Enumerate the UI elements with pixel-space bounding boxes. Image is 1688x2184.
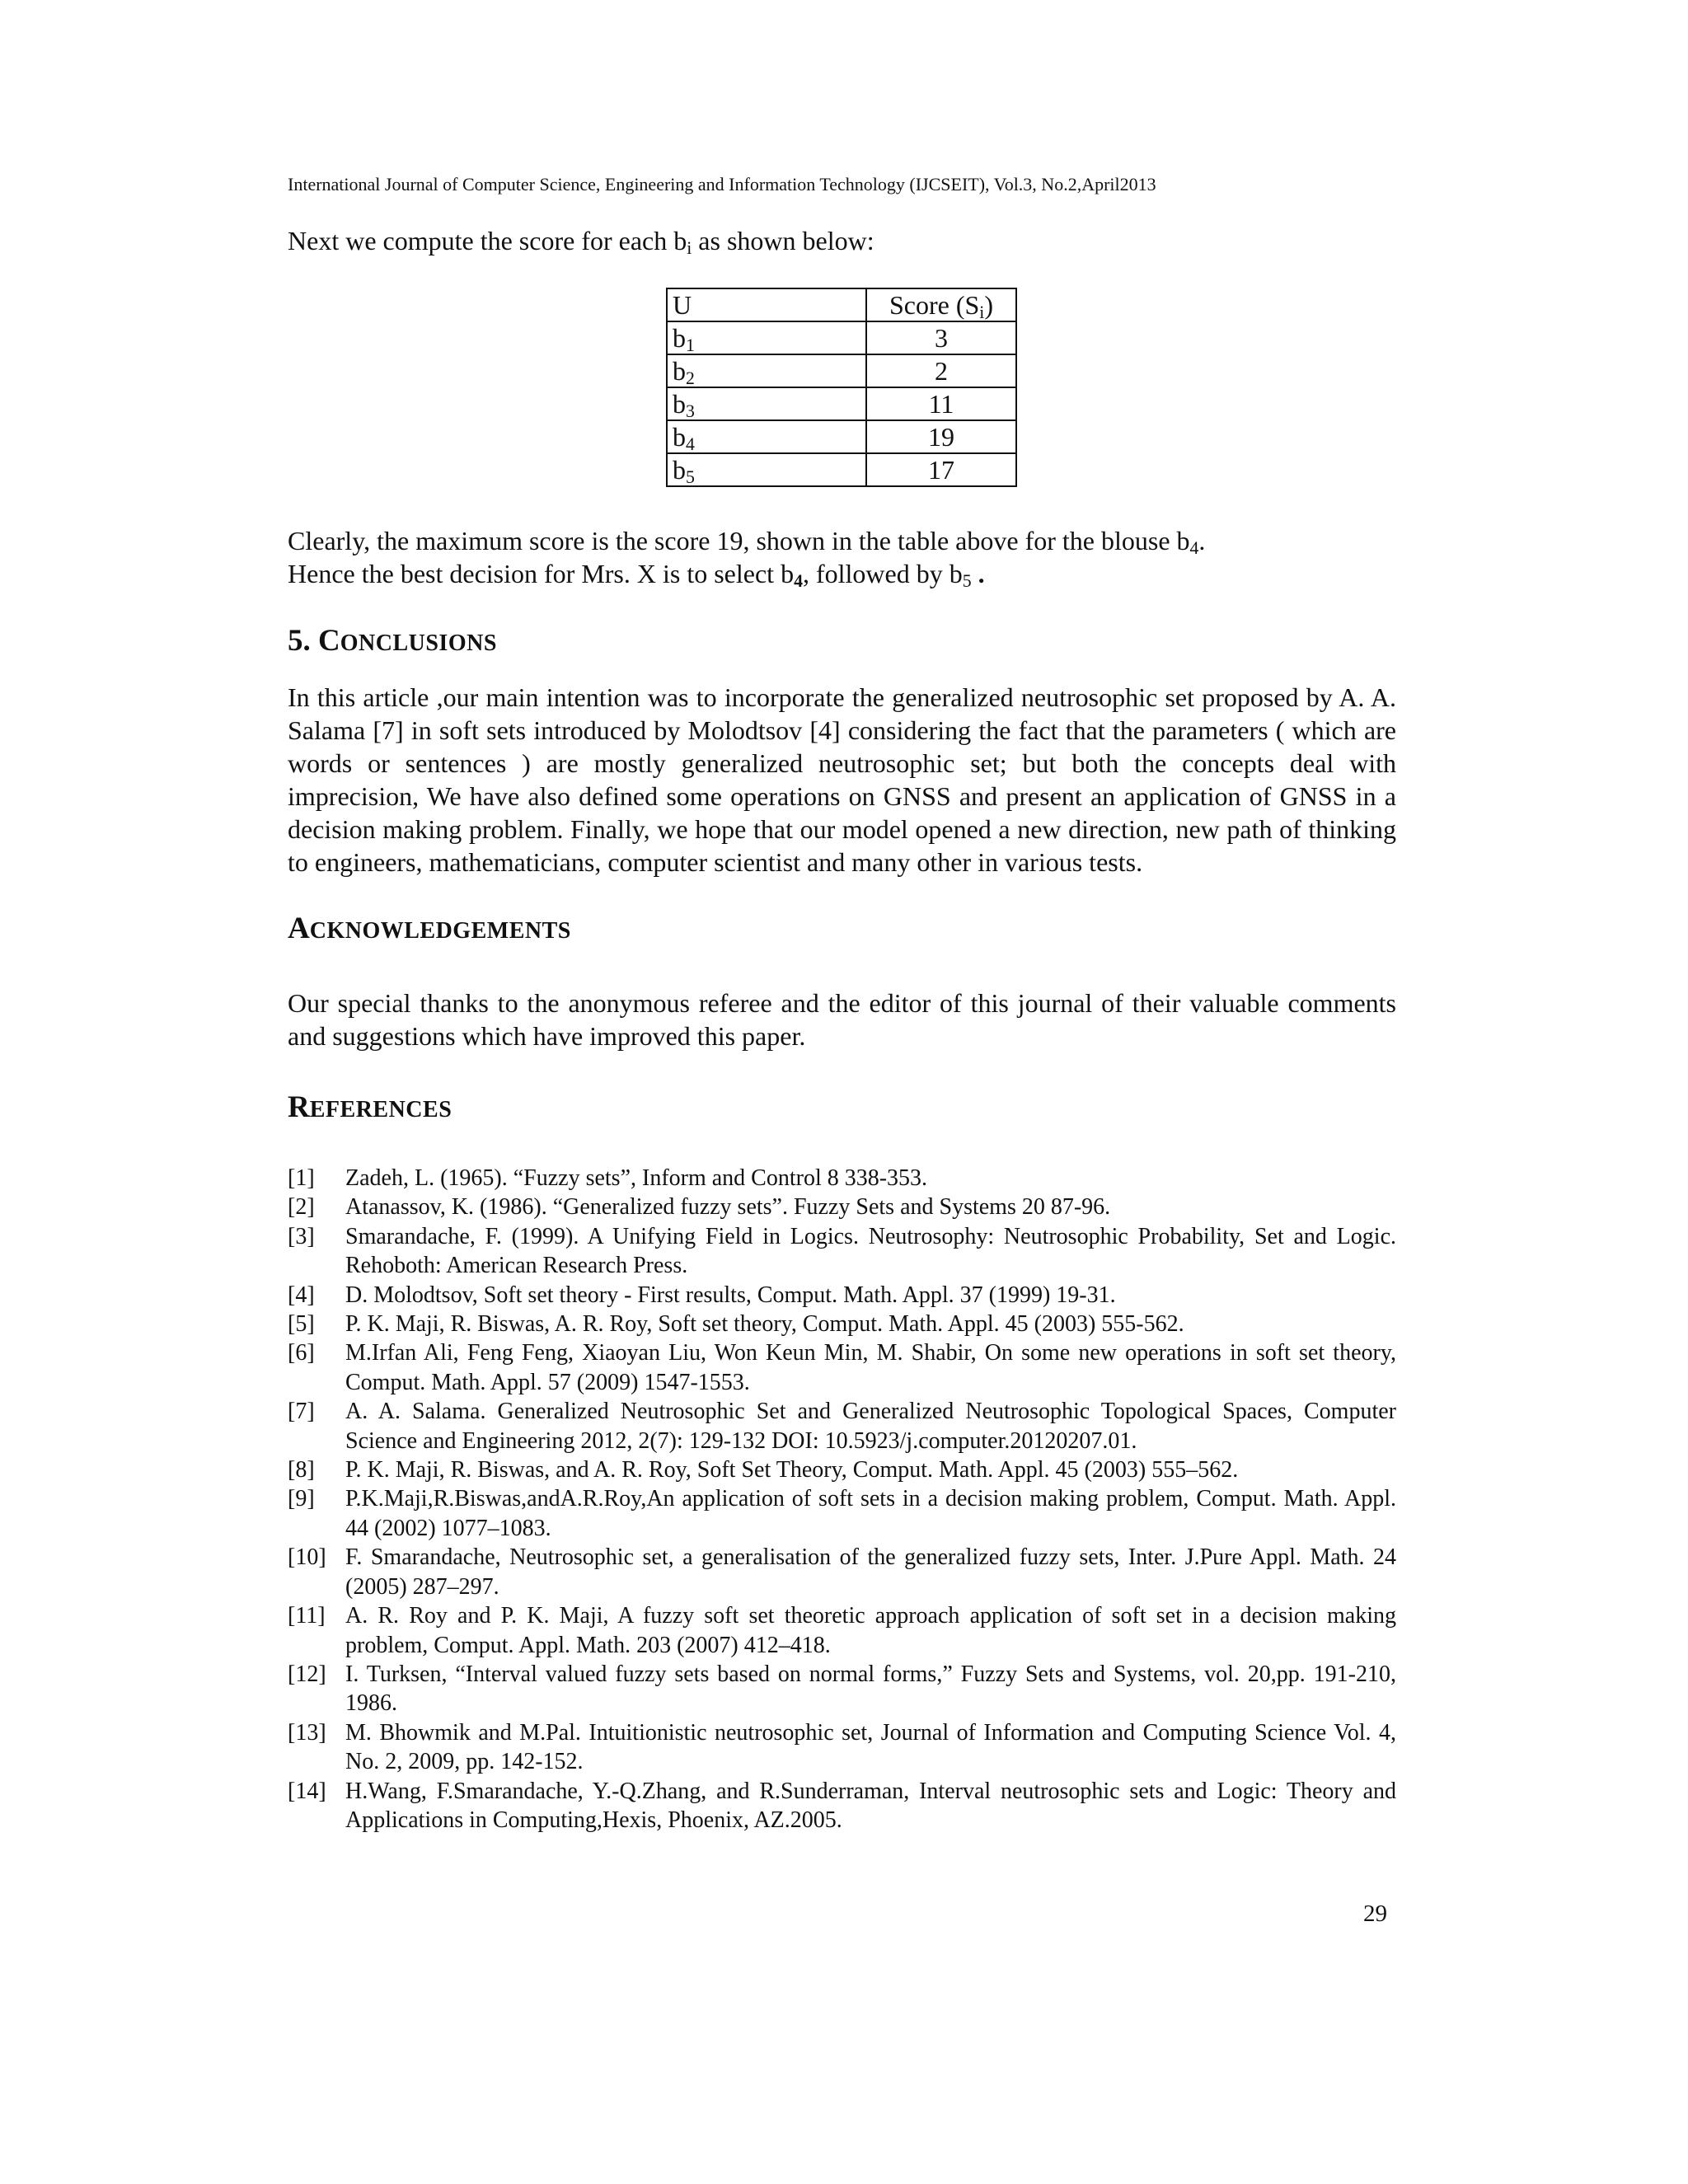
score-header-text: Score (S — [889, 290, 980, 320]
table-cell-u — [667, 420, 866, 453]
reference-number: [9] — [288, 1486, 315, 1512]
reference-item — [288, 1601, 1396, 1660]
reference-item — [288, 1310, 1396, 1338]
table-header-u: U — [667, 288, 866, 321]
result-subscript: 4 — [794, 570, 803, 591]
cell-u-sub: 2 — [686, 368, 695, 388]
heading-cap: 5. C — [288, 624, 340, 658]
acknowledgements-paragraph — [288, 987, 1396, 1052]
reference-number: [5] — [288, 1311, 315, 1338]
reference-number: [12] — [288, 1661, 326, 1687]
result-subscript: 5 — [962, 570, 972, 591]
cell-u-text: b — [673, 323, 686, 353]
table-row — [667, 387, 1016, 420]
intro-sentence — [288, 224, 1396, 257]
result-subscript: 4 — [1189, 537, 1199, 558]
conclusions-heading — [288, 623, 497, 662]
reference-item — [288, 1484, 1396, 1543]
reference-number: [13] — [288, 1719, 326, 1746]
table-cell-score: 11 — [866, 387, 1016, 420]
table-cell-score: 17 — [866, 453, 1016, 486]
cell-u-text: b — [673, 422, 686, 452]
reference-item — [288, 1193, 1396, 1221]
reference-text: Zadeh, L. (1965). “Fuzzy sets”, Inform and Control 8 338-353. — [345, 1165, 928, 1191]
acknowledgements-heading — [288, 911, 571, 949]
reference-text: I. Turksen, “Interval valued fuzzy sets based on normal forms,” Fuzzy Sets and Systems, vol. 20,pp. 191-210, 1986. — [345, 1661, 1396, 1717]
table-row — [667, 453, 1016, 486]
reference-item — [288, 1777, 1396, 1835]
score-table — [666, 288, 1017, 487]
reference-item — [288, 1222, 1396, 1281]
reference-number: [11] — [288, 1603, 326, 1629]
reference-text: P.K.Maji,R.Biswas,andA.R.Roy,An application of soft sets in a decision making problem, Comput. Math. Appl. 44 (2002) 1077–1083. — [345, 1486, 1396, 1541]
result-text-end: . — [1198, 526, 1206, 555]
table-row — [667, 420, 1016, 453]
reference-number: [2] — [288, 1194, 315, 1221]
cell-u-sub: 4 — [686, 434, 695, 454]
cell-u-text: b — [673, 389, 686, 419]
score-header-end: ) — [984, 290, 993, 320]
table-cell-u — [667, 321, 866, 354]
heading-smallcaps: ONCLUSIONS — [340, 630, 497, 656]
reference-text: M.Irfan Ali, Feng Feng, Xiaoyan Liu, Won Keun Min, M. Shabir, On some new operations in soft set theory, Comput. Math. Appl. 57 (2009) 1547-1553. — [345, 1340, 1396, 1395]
table-header-row — [667, 288, 1016, 321]
references-heading — [288, 1090, 452, 1128]
table-cell-score: 2 — [866, 354, 1016, 387]
reference-text: D. Molodtsov, Soft set theory - First results, Comput. Math. Appl. 37 (1999) 19-31. — [345, 1282, 1116, 1308]
table-cell-score: 19 — [866, 420, 1016, 453]
result-statement — [288, 524, 1396, 590]
reference-item — [288, 1338, 1396, 1397]
reference-number: [8] — [288, 1457, 315, 1483]
heading-cap: A — [288, 912, 310, 945]
reference-item — [288, 1660, 1396, 1718]
score-header-sub: i — [979, 302, 985, 322]
table-cell-u — [667, 387, 866, 420]
table-cell-score: 3 — [866, 321, 1016, 354]
table-row — [667, 321, 1016, 354]
intro-text-end: as shown below: — [692, 226, 874, 255]
table-row — [667, 354, 1016, 387]
table-header-score — [866, 288, 1016, 321]
cell-u-text: b — [673, 455, 686, 485]
intro-text: Next we compute the score for each b — [288, 226, 687, 255]
reference-text: F. Smarandache, Neutrosophic set, a generalisation of the generalized fuzzy sets, Inter. J.Pure Appl. Math. 24 (2005) 287–297. — [345, 1544, 1396, 1600]
cell-u-text: b — [673, 356, 686, 386]
references-list — [288, 1164, 1396, 1835]
heading-smallcaps: CKNOWLEDGEMENTS — [309, 918, 571, 944]
result-text-mid: , followed by b — [802, 559, 963, 588]
reference-item — [288, 1281, 1396, 1310]
reference-text: A. A. Salama. Generalized Neutrosophic Set and Generalized Neutrosophic Topological Spaces, Computer Science and Engineering 2012, 2(7): 129-132 DOI: 10.5923/j.computer.20120207.01. — [345, 1399, 1396, 1454]
conclusions-text: In this article ,our main intention was to incorporate the generalized neutrosophic set proposed by A. A. Salama [7] in soft sets introduced by Molodtsov [4] considering the fact that the parameters ( which are words or sentences ) are mostly generalized neutrosophic set; but both the concepts deal with imprecision, We have also defined some operations on GNSS and present an application of GNSS in a decision making problem. Finally, we hope that our model opened a new direction, new path of thinking to engineers, mathematicians, computer scientist and many other in various tests. — [288, 682, 1396, 877]
reference-number: [10] — [288, 1544, 326, 1571]
result-text: Hence the best decision for Mrs. X is to select b — [288, 559, 795, 588]
acknowledgements-text: Our special thanks to the anonymous referee and the editor of this journal of their valuable comments and suggestions which have improved this paper. — [288, 988, 1396, 1051]
reference-text: P. K. Maji, R. Biswas, A. R. Roy, Soft set theory, Comput. Math. Appl. 45 (2003) 555-562. — [345, 1311, 1184, 1338]
heading-smallcaps: EFERENCES — [309, 1097, 452, 1122]
result-line-2 — [288, 557, 1396, 590]
cell-u-sub: 3 — [686, 401, 695, 421]
heading-cap: R — [288, 1090, 310, 1124]
reference-item — [288, 1543, 1396, 1601]
reference-number: [7] — [288, 1399, 315, 1425]
reference-item — [288, 1164, 1396, 1193]
cell-u-sub: 1 — [686, 335, 695, 355]
conclusions-paragraph — [288, 681, 1396, 879]
journal-header: International Journal of Computer Science, Engineering and Information Technology (IJCSEIT), Vol.3, No.2,April2013 — [288, 174, 1156, 194]
reference-item — [288, 1455, 1396, 1484]
table-cell-u — [667, 354, 866, 387]
table-cell-u — [667, 453, 866, 486]
reference-text: Atanassov, K. (1986). “Generalized fuzzy sets”. Fuzzy Sets and Systems 20 87-96. — [345, 1194, 1111, 1221]
reference-number: [4] — [288, 1282, 315, 1308]
result-line-1 — [288, 524, 1396, 557]
reference-text: H.Wang, F.Smarandache, Y.-Q.Zhang, and R.Sunderraman, Interval neutrosophic sets and Logic: Theory and Applications in Computing,Hexis, Phoenix, AZ.2005. — [345, 1778, 1396, 1833]
reference-number: [14] — [288, 1778, 326, 1804]
result-text: Clearly, the maximum score is the score 19, shown in the table above for the blouse b — [288, 526, 1190, 555]
reference-text: A. R. Roy and P. K. Maji, A fuzzy soft set theoretic approach application of soft set in a decision making problem, Comput. Appl. Math. 203 (2007) 412–418. — [345, 1603, 1396, 1658]
page-number: 29 — [1363, 1900, 1387, 1927]
intro-subscript: i — [687, 237, 692, 258]
cell-u-sub: 5 — [686, 466, 695, 487]
reference-item — [288, 1397, 1396, 1455]
reference-item — [288, 1718, 1396, 1777]
reference-number: [1] — [288, 1165, 315, 1191]
result-text-end: . — [971, 559, 985, 588]
reference-text: P. K. Maji, R. Biswas, and A. R. Roy, Soft Set Theory, Comput. Math. Appl. 45 (2003) 555–562. — [345, 1457, 1239, 1483]
reference-number: [3] — [288, 1223, 315, 1249]
reference-number: [6] — [288, 1340, 315, 1366]
reference-text: Smarandache, F. (1999). A Unifying Field in Logics. Neutrosophy: Neutrosophic Probability, Set and Logic. Rehoboth: American Research Press. — [345, 1223, 1396, 1279]
reference-text: M. Bhowmik and M.Pal. Intuitionistic neutrosophic set, Journal of Information and Computing Science Vol. 4, No. 2, 2009, pp. 142-152. — [345, 1719, 1396, 1775]
